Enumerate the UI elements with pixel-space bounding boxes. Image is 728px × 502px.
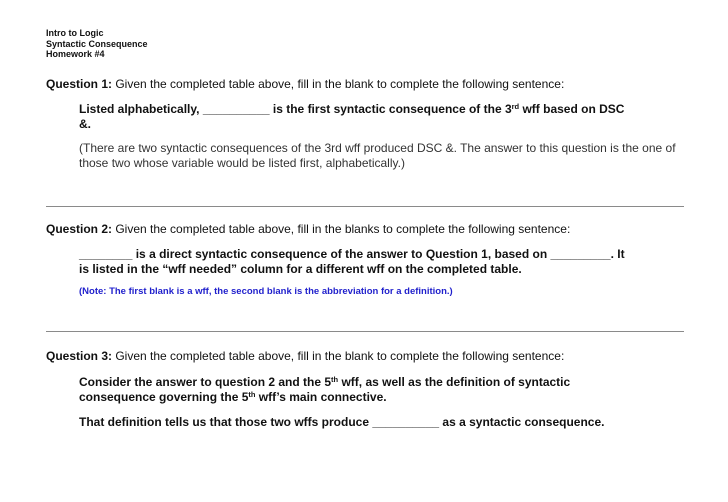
topic-title: Syntactic Consequence [46,38,148,49]
question-1-text: Given the completed table above, fill in the blank to complete the following sentence: [112,77,565,91]
question-1-sentence-part-b: wff based on DSC [519,102,625,116]
question-3-consider-part-d: wff’s main connective. [255,390,387,404]
question-2-text: Given the completed table above, fill in the blanks to complete the following sentence: [112,222,571,236]
question-2-label: Question 2: [46,222,113,236]
question-3-text: Given the completed table above, fill in the blank to complete the following sentence: [112,349,565,363]
question-1-label: Question 1: [46,77,113,91]
question-1-sentence-part-a: Listed alphabetically, __________ is the first syntactic consequence of the 3 [79,102,512,116]
question-2-sentence-line-1: ________ is a direct syntactic consequence of the answer to Question 1, based on _________. It [79,247,625,261]
question-3-consider-part-c: consequence governing the 5 [79,390,249,404]
question-1-sentence-part-c: &. [79,117,91,131]
question-3 [46,349,686,430]
course-title: Intro to Logic [46,28,104,38]
question-1 [46,77,686,171]
question-3-prompt [46,349,686,364]
question-1-prompt [46,77,686,92]
question-2-prompt [46,222,686,237]
section-divider-2 [46,331,684,332]
section-divider-1 [46,206,684,207]
question-2-note: (Note: The first blank is a wff, the second blank is the abbreviation for a definition.) [79,286,453,297]
question-3-consider-part-a: Consider the answer to question 2 and the 5 [79,375,332,389]
question-3-consider-paragraph [79,375,679,405]
question-2-sentence-line-2: is listed in the “wff needed” column for a different wff on the completed table. [79,262,522,276]
question-2-sentence [79,247,679,277]
ordinal-suffix: th [331,375,339,384]
question-3-label: Question 3: [46,349,113,363]
question-3-definition-sentence: That definition tells us that those two wffs produce __________ as a syntactic consequence. [79,415,605,429]
ordinal-suffix: rd [511,102,520,111]
question-1-explanation: (There are two syntactic consequences of the 3rd wff produced DSC &. The answer to this question is the one of those two whose variable would be listed first, alphabetically.) [79,141,676,170]
question-1-sentence [79,102,679,132]
ordinal-suffix: th [248,390,256,399]
question-3-consider-part-b: wff, as well as the definition of syntactic [338,375,571,389]
document-header [46,28,148,60]
assignment-title: Homework #4 [46,49,105,59]
question-2 [46,222,686,298]
